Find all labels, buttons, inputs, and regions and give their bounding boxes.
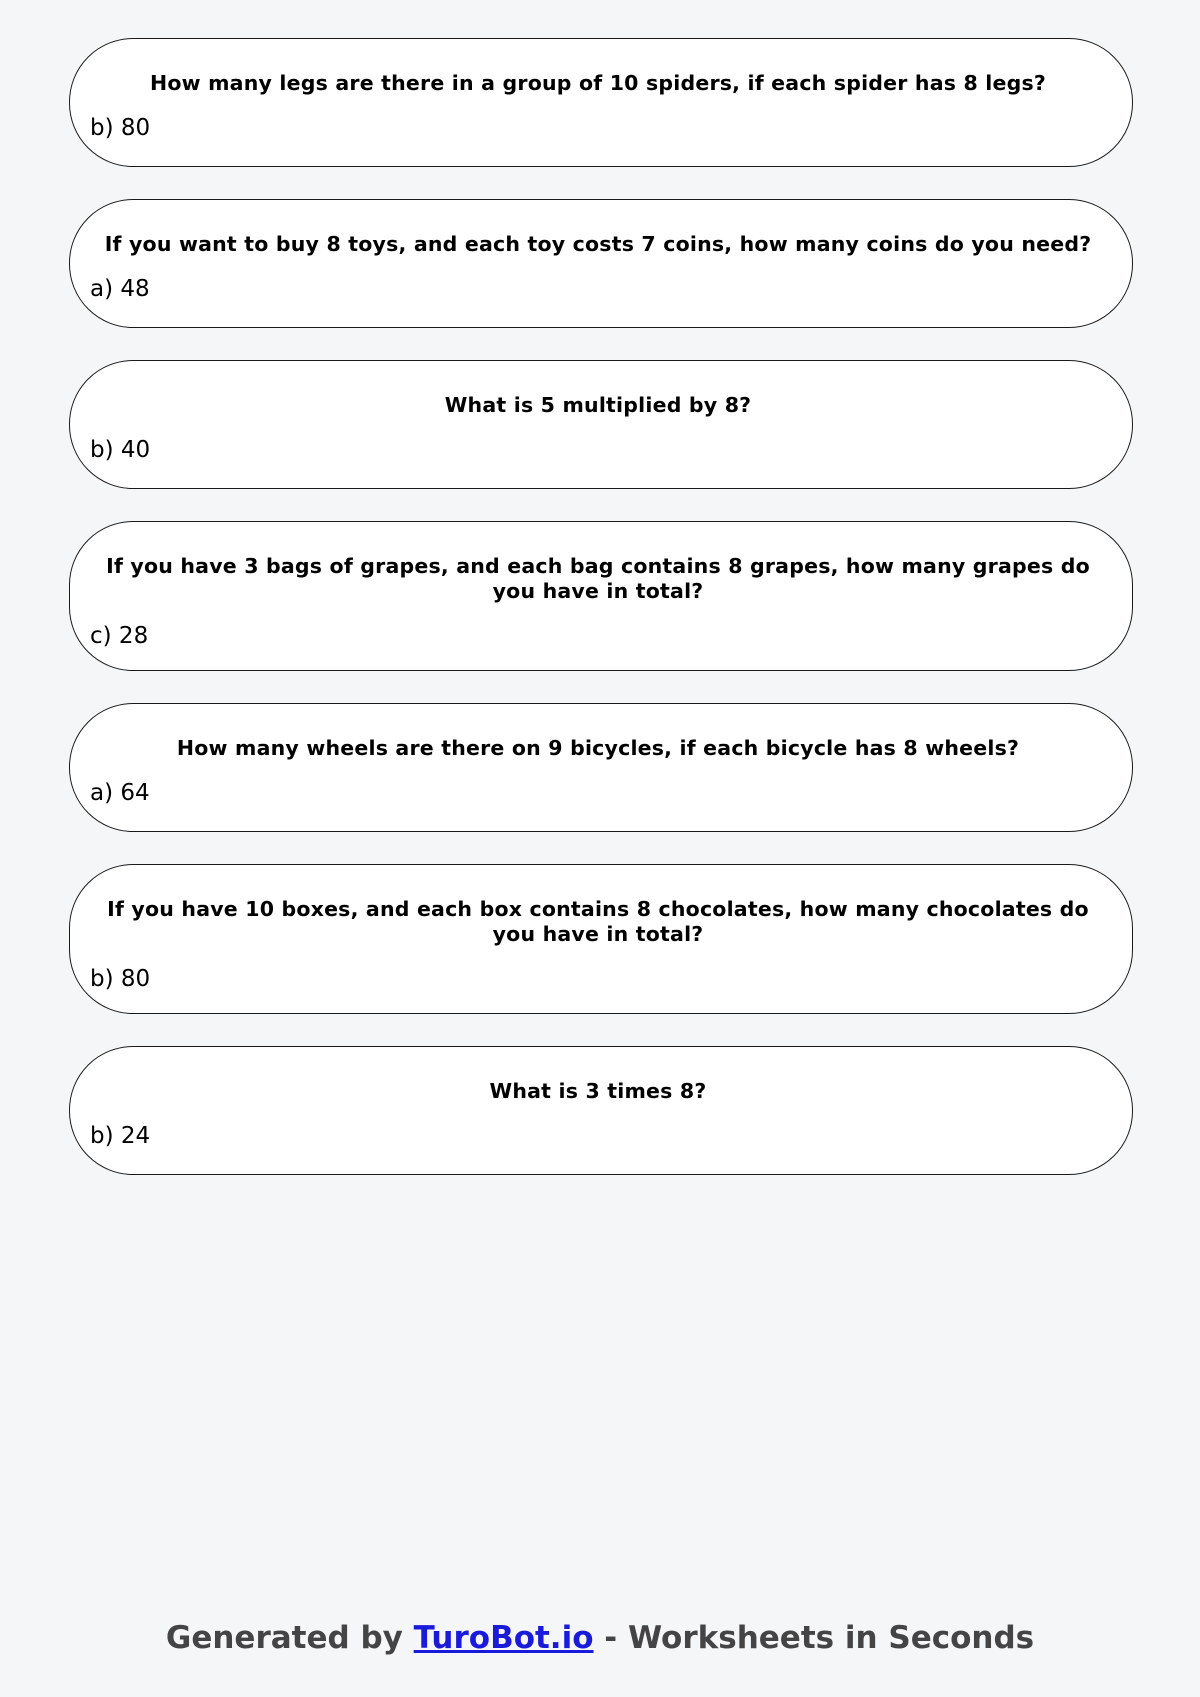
- question-card-3: [69, 360, 1133, 489]
- answer-text: a) 64: [90, 780, 150, 806]
- question-card-7: [69, 1046, 1133, 1175]
- answer-text: b) 80: [90, 115, 151, 141]
- question-card-1: [69, 38, 1133, 167]
- question-list: [69, 38, 1133, 1207]
- question-text: If you want to buy 8 toys, and each toy costs 7 coins, how many coins do you need?: [104, 232, 1092, 256]
- footer-credit: [0, 1620, 1200, 1656]
- question-card-6: [69, 864, 1133, 1014]
- question-text: If you have 3 bags of grapes, and each bag contains 8 grapes, how many grapes do you have in total?: [106, 554, 1090, 603]
- question-text: What is 5 multiplied by 8?: [444, 393, 752, 417]
- footer-prefix: Generated by: [165, 1620, 414, 1656]
- answer-text: a) 48: [90, 276, 150, 302]
- answer-text: c) 28: [90, 623, 149, 649]
- turobot-link[interactable]: TuroBot.io: [413, 1620, 594, 1656]
- question-text: If you have 10 boxes, and each box contains 8 chocolates, how many chocolates do you have in total?: [107, 897, 1089, 946]
- question-text: How many wheels are there on 9 bicycles, if each bicycle has 8 wheels?: [176, 736, 1020, 760]
- answer-text: b) 24: [90, 1123, 151, 1149]
- footer-suffix: - Worksheets in Seconds: [593, 1620, 1035, 1656]
- question-card-5: [69, 703, 1133, 832]
- answer-text: b) 40: [90, 437, 151, 463]
- question-text: How many legs are there in a group of 10 spiders, if each spider has 8 legs?: [150, 71, 1046, 95]
- question-card-4: [69, 521, 1133, 671]
- question-text: What is 3 times 8?: [489, 1079, 707, 1103]
- answer-text: b) 80: [90, 966, 151, 992]
- question-card-2: [69, 199, 1133, 328]
